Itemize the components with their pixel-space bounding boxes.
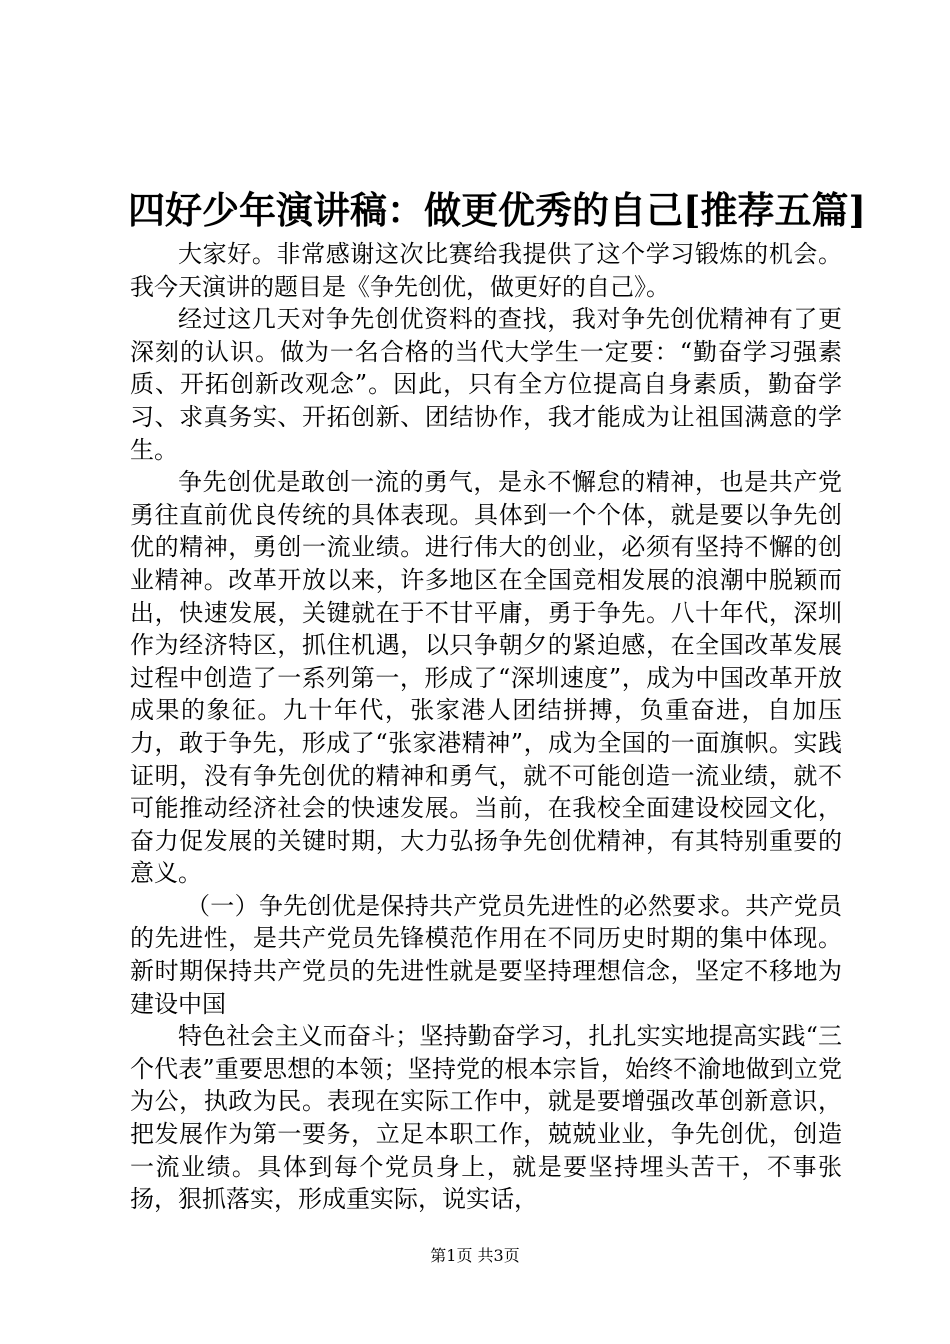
paragraph-greeting: 大家好。非常感谢这次比赛给我提供了这个学习锻炼的机会。我今天演讲的题目是《争先创优，做更好的自己》。 <box>130 240 842 301</box>
document-title: 四好少年演讲稿：做更优秀的自己[推荐五篇] <box>128 188 867 232</box>
page-number-footer: 第1页 共3页 <box>430 1246 520 1265</box>
paragraph-section-one: （一）争先创优是保持共产党员先进性的必然要求。共产党员的先进性，是共产党员先锋模范作用在不同历史时期的集中体现。新时期保持共产党员的先进性就是要坚持理想信念，坚定不移地为建设中国 <box>130 891 842 1018</box>
paragraph-spirit: 争先创优是敢创一流的勇气，是永不懈怠的精神，也是共产党勇往直前优良传统的具体表现。具体到一个个体，就是要以争先创优的精神，勇创一流业绩。进行伟大的创业，必须有坚持不懈的创业精神。改革开放以来，许多地区在全国竞相发展的浪潮中脱颖而出，快速发展，关键就在于不甘平庸，勇于争先。八十年代，深圳作为经济特区，抓住机遇，以只争朝夕的紧迫感，在全国改革发展过程中创造了一系列第一，形成了“深圳速度”，成为中国改革开放成果的象征。九十年代，张家港人团结拼搏，负重奋进，自加压力，敢于争先，形成了“张家港精神”，成为全国的一面旗帜。实践证明，没有争先创优的精神和勇气，就不可能创造一流业绩，就不可能推动经济社会的快速发展。当前，在我校全面建设校园文化，奋力促发展的关键时期，大力弘扬争先创优精神，有其特别重要的意义。 <box>130 468 842 888</box>
paragraph-socialism: 特色社会主义而奋斗；坚持勤奋学习，扎扎实实地提高实践“三个代表”重要思想的本领；坚持党的根本宗旨，始终不渝地做到立党为公，执政为民。表现在实际工作中，就是要增强改革创新意识，把发展作为第一要务，立足本职工作，兢兢业业，争先创优，创造一流业绩。具体到每个党员身上，就是要坚持埋头苦干，不事张扬，狠抓落实，形成重实际，说实话， <box>130 1022 842 1214</box>
paragraph-understanding: 经过这几天对争先创优资料的查找，我对争先创优精神有了更深刻的认识。做为一名合格的当代大学生一定要：“勤奋学习强素质、开拓创新改观念”。因此，只有全方位提高自身素质，勤奋学习、求真务实、开拓创新、团结协作，我才能成为让祖国满意的学生。 <box>130 305 842 464</box>
document-body <box>130 238 842 1216</box>
